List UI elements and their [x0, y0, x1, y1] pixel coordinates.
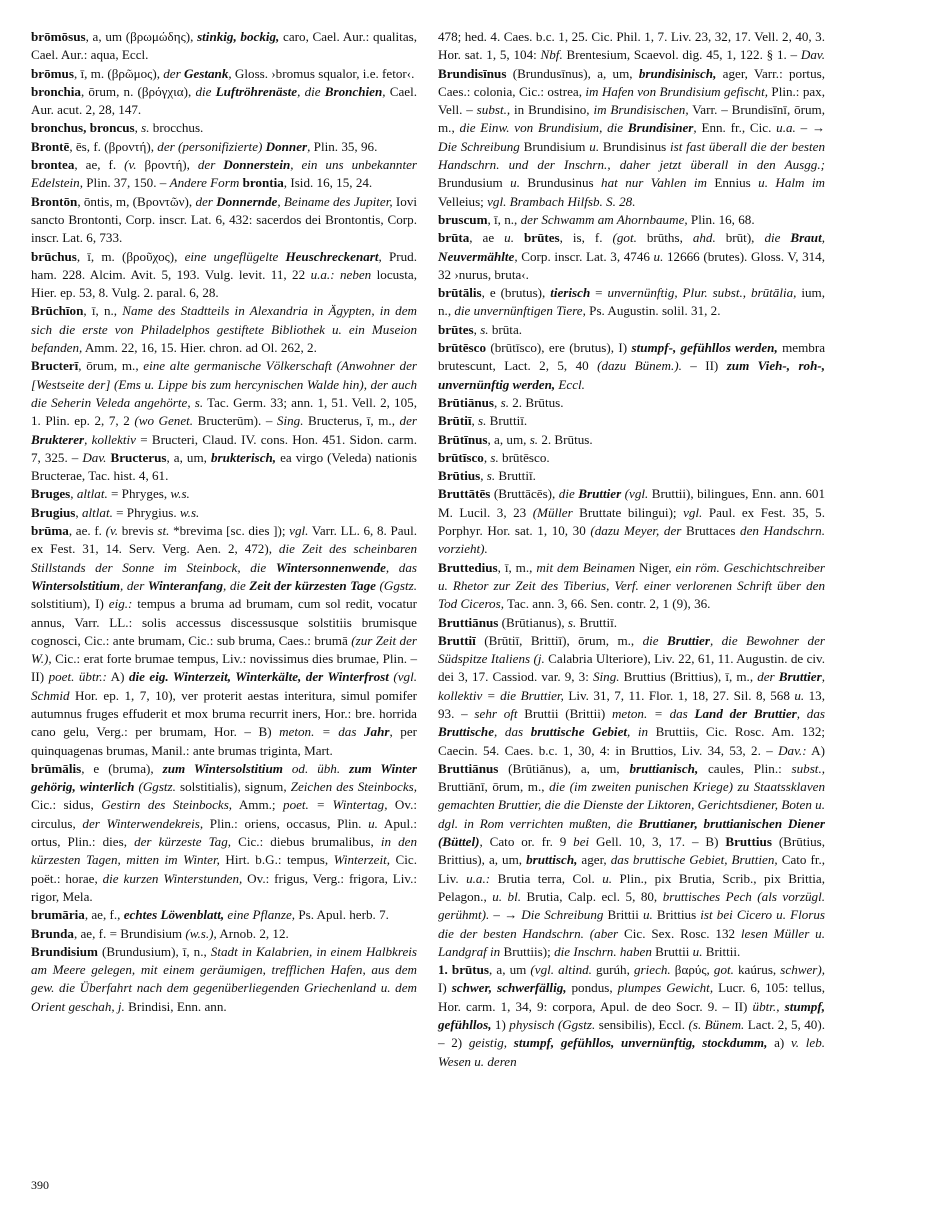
dictionary-entry: Bruttiī (Brūtiī, Brittiī), ōrum, m., die Bruttier, die Bewohner der Südspitze Italiens (j. Calabria Ulteriore), Liv. 22, 61, 11. Augustin. de civ. dei 3, 17. Cassiod. var. 9, 3: Sing. Bruttius (Brittius), ī, m., der Bruttier, kollektiv = die Bruttier, Liv. 31, 7, 11. Flor. 1, 18, 27. Sil. 8, 568 u. 13, 93. – sehr oft Bruttii (Brittii) meton. = das Land der Bruttier, das Bruttische, das bruttische Gebiet, in Bruttiis, Cic. Rosc. Am. 132; Caecin. 54. Caes. b.c. 1, 30, 4: in Bruttios, Liv. 34, 53, 2. – Dav.: A) Bruttiānus (Brūtiānus), a, um, bruttianisch, caules, Plin.: subst., Bruttiānī, ōrum, m., die (im zweiten punischen Kriege) zu Staatssklaven gemachten Bruttier, die die Dienste der Liktoren, Gerichtsdiener, Boten u. dgl. in Rom verrichten mußten, die Bruttianer, bruttianischen Diener (Büttel), Cato or. fr. 9 bei Gell. 10, 3, 17. – B) Bruttius (Brūtius, Brittius), a, um, bruttisch, ager, das bruttische Gebiet, Bruttien, Cato fr., Liv. u.a.: Brutia terra, Col. u. Plin., pix Brutia, Scrib., pix Brittia, Pelagon., u. bl. Brutia, Calp. ecl. 5, 80, bruttisches Pech (als vorzügl. gerühmt). – → Die Schreibung Brittii u. Brittius ist bei Cicero u. Florus die der besten Handschrn. (aber Cic. Sex. Rosc. 132 lesen Müller u. Landgraf in Bruttiis); die Inschrn. haben Bruttii u. Brittii.: [438, 632, 826, 959]
dictionary-entry: bruscum, ī, n., der Schwamm am Ahornbaume, Plin. 16, 68.: [438, 211, 755, 227]
dictionary-entry: brūchus, ī, m. (βροῦχος), eine ungeflügelte Heuschreckenart, Prud. ham. 228. Alcim. Avit. 5, 193. Vulg. levit. 11, 22 u.a.: neben locusta, Hier. ep. 53, 8. Vulg. 2. paral. 6, 28.: [31, 248, 417, 301]
dictionary-entry: brūtīsco, s. brūtēsco.: [438, 449, 550, 465]
dictionary-entry: Brontē, ēs, f. (βροντή), der (personifizierte) Donner, Plin. 35, 96.: [31, 138, 378, 154]
dictionary-entry: 478; hed. 4. Caes. b.c. 1, 25. Cic. Phil. 1, 7. Liv. 23, 32, 17. Vell. 2, 40, 3. Hor. sat. 1, 5, 104: Nbf. Brentesium, Scaevol. dig. 45, 1, 122. § 1. – Dav. Brundisīnus (Brundusīnus), a, um, brundisinisch, ager, Varr.: portus, Caes.: colonia, Cic.: ostrea, im Hafen von Brundisium gefischt, Plin.: pax, Vell. – subst., in Brundisino, im Brundisischen, Varr. – Brundisīnī, ōrum, m., die Einw. von Brundisium, die Brundisiner, Enn. fr., Cic. u.a. – → Die Schreibung Brundisium u. Brundisinus ist fast überall die der besten Handschrn. und der Inschrn., daher jetzt überall in den Ausgg.; Brundusium u. Brundusinus hat nur Vahlen im Ennius u. Halm im Velleius; vgl. Brambach Hilfsb. S. 28.: [438, 29, 826, 209]
dictionary-entry: Brunda, ae, f. = Brundisium (w.s.), Arnob. 2, 12.: [31, 925, 289, 941]
dictionary-column-left: [31, 28, 417, 1016]
dictionary-entry: brumāria, ae, f., echtes Löwenblatt, eine Pflanze, Ps. Apul. herb. 7.: [31, 907, 389, 923]
dictionary-column-right: [438, 28, 825, 1071]
dictionary-entry: Brūchīon, ī, n., Name des Stadtteils in Alexandria in Ägypten, in dem sich die erste von Philadelphos gestiftete Bibliothek u. ein Museion befanden, Amm. 22, 16, 15. Hier. chron. ad Ol. 262, 2.: [31, 303, 417, 356]
page-number: 390: [31, 1178, 49, 1192]
dictionary-entry: brūtes, s. brūta.: [438, 321, 523, 337]
dictionary-entry: brūtālis, e (brutus), tierisch = unvernünftig, Plur. subst., brūtālia, ium, n., die unvernünftigen Tiere, Ps. Augustin. solil. 31, 2.: [438, 285, 825, 319]
dictionary-entry: Bruttedius, ī, m., mit dem Beinamen Niger, ein röm. Geschichtschreiber u. Rhetor zur Zeit des Tiberius, Verf. einer verlorenen Schrift über den Tod Ciceros, Tac. ann. 3, 66. Sen. contr. 2, 1 (9), 36.: [438, 559, 825, 612]
dictionary-entry: Bruttātēs (Bruttācēs), die Bruttier (vgl. Bruttii), bilingues, Enn. ann. 601 M. Lucil. 3, 23 (Müller Bruttate bilingui); vgl. Paul. ex Fest. 35, 5. Porphyr. Hor. sat. 1, 10, 30 (dazu Meyer, der Bruttaces den Handschrn. vorzieht).: [438, 486, 826, 557]
dictionary-entry: Bruges, altlat. = Phryges, w.s.: [31, 486, 190, 502]
dictionary-entry: Brundisium (Brundusium), ī, n., Stadt in Kalabrien, in einem Halbkreis am Meere gelegen, mit einem geräumigen, trefflichen Hafen, aus dem gew. die Überfahrt nach dem gegenüberliegenden Griechenland u. dem Orient geschah, j. Brindisi, Enn. ann.: [31, 943, 417, 1014]
dictionary-entry: brūta, ae u. brūtes, is, f. (got. brūths, ahd. brūt), die Braut, Neuvermählte, Corp. inscr. Lat. 3, 4746 u. 12666 (brutes). Gloss. V, 314, 32 ›nurus, bruta‹.: [438, 230, 825, 282]
dictionary-entry: Brugius, altlat. = Phrygius. w.s.: [31, 504, 200, 520]
dictionary-entry: Bructerī, ōrum, m., eine alte germanische Völkerschaft (Anwohner der [Westseite der] (Ems u. Lippe bis zum hercynischen Walde hin), der auch die Seherin Veleda angehörte, s. Tac. Germ. 33; ann. 1, 51. Vell. 2, 105, 1. Plin. ep. 2, 7, 2 (wo Genet. Bructerūm). – Sing. Bructerus, ī, m., der Brukterer, kollektiv = Bructeri, Claud. IV. cons. Hon. 451. Sidon. carm. 7, 325. – Dav. Bructerus, a, um, brukterisch, ea virgo (Veleda) nationis Bructerae, Tac. hist. 4, 61.: [31, 358, 417, 484]
dictionary-entry: Brūtius, s. Bruttiī.: [438, 468, 536, 484]
dictionary-entry: brōmōsus, a, um (βρωμώδης), stinkig, bockig, caro, Cael. Aur.: qualitas, Cael. Aur.: aqua, Eccl.: [31, 29, 417, 63]
dictionary-entry: Brūtīnus, a, um, s. 2. Brūtus.: [438, 431, 593, 447]
dictionary-entry: bronchia, ōrum, n. (βρόγχια), die Luftröhrenäste, die Bronchien, Cael. Aur. acut. 2, 28, 147.: [31, 83, 417, 118]
dictionary-entry: 1. brūtus, a, um (vgl. altind. gurúh, griech. βαρύς, got. kaúrus, schwer), I) schwer, schwerfällig, pondus, plumpes Gewicht, Lucr. 6, 105: tellus, Hor. carm. 1, 34, 9: corpora, Apul. de deo Socr. 9. – II) übtr., stumpf, gefühllos, 1) physisch (Ggstz. sensibilis), Eccl. (s. Bünem. Lact. 2, 5, 40). – 2) geistig, stumpf, gefühllos, unvernünftig, stockdumm, a) v. leb. Wesen u. deren: [438, 962, 826, 1069]
dictionary-entry: brūmālis, e (bruma), zum Wintersolstitium od. übh. zum Winter gehörig, winterlich (Ggstz. solstitialis), signum, Zeichen des Steinbocks, Cic.: sidus, Gestirn des Steinbocks, Amm.; poet. = Wintertag, Ov.: circulus, der Winterwendekreis, Plin.: oriens, occasus, Plin. u. Apul.: ortus, Plin.: dies, der kürzeste Tag, Cic.: diebus brumalibus, in den kürzesten Tagen, mitten im Winter, Hirt. b.G.: tempus, Winterzeit, Cic. poët.: horae, die kurzen Winterstunden, Ov.: frigus, Verg.: frigora, Liv.: rigor, Mela.: [31, 760, 418, 904]
dictionary-entry: brūma, ae. f. (v. brevis st. *brevima [sc. dies ]); vgl. Varr. LL. 6, 8. Paul. ex Fest. 31, 14. Serv. Verg. Aen. 2, 472), die Zeit des scheinbaren Stillstands der Sonne im Steinbock, die Wintersonnenwende, das Wintersolstitium, der Winteranfang, die Zeit der kürzesten Tage (Ggstz. solstitium), I) eig.: tempus a bruma ad brumam, cum sol redit, vocatur annus, Varr. LL.: solis accessus discessusque solstitiis brumisque cognosci, Cic.: ante brumam, Cic.: sub bruma, Caes.: brumā (zur Zeit der W.), Cic.: erat forte brumae tempus, Liv.: novissimus dies brumae, Plin. – II) poet. übtr.: A) die eig. Winterzeit, Winterkälte, der Winterfrost (vgl. Schmid Hor. ep. 1, 7, 10), ver proterit aestas interitura, simul pomifer autumnus fruges effuderit et mox bruma recurrit iners, Hor.: bre. horrida cano gelu, Verg.: per brumam, Hor. – B) meton. = das Jahr, per quinquagenas brumas, Manil.: ante brumas triginta, Mart.: [31, 523, 418, 758]
dictionary-entry: brontea, ae, f. (v. βροντή), der Donnerstein, ein uns unbekannter Edelstein, Plin. 37, 150. – Andere Form brontia, Isid. 16, 15, 24.: [31, 157, 418, 191]
dictionary-entry: Bruttiānus (Brūtianus), s. Bruttiī.: [438, 614, 617, 630]
dictionary-entry: Brūtiī, s. Bruttiī.: [438, 413, 528, 429]
dictionary-entry: brōmus, ī, m. (βρῶμος), der Gestank, Gloss. ›bromus squalor, i.e. fetor‹.: [31, 65, 415, 81]
dictionary-entry: brūtēsco (brūtīsco), ere (brutus), I) stumpf-, gefühllos werden, membra brutescunt, Lact. 2, 5, 40 (dazu Bünem.). – II) zum Vieh-, roh-, unvernünftig werden, Eccl.: [438, 340, 826, 392]
dictionary-entry: Brontōn, ōntis, m, (Βροντῶν), der Donnernde, Beiname des Jupiter, Iovi sancto Brontonti, Corp. inscr. Lat. 6, 432: sacerdos dei Brontontis, Corp. inscr. Lat. 6, 733.: [31, 193, 417, 246]
dictionary-entry: bronchus, broncus, s. brocchus.: [31, 120, 204, 136]
dictionary-entry: Brūtiānus, s. 2. Brūtus.: [438, 394, 564, 410]
